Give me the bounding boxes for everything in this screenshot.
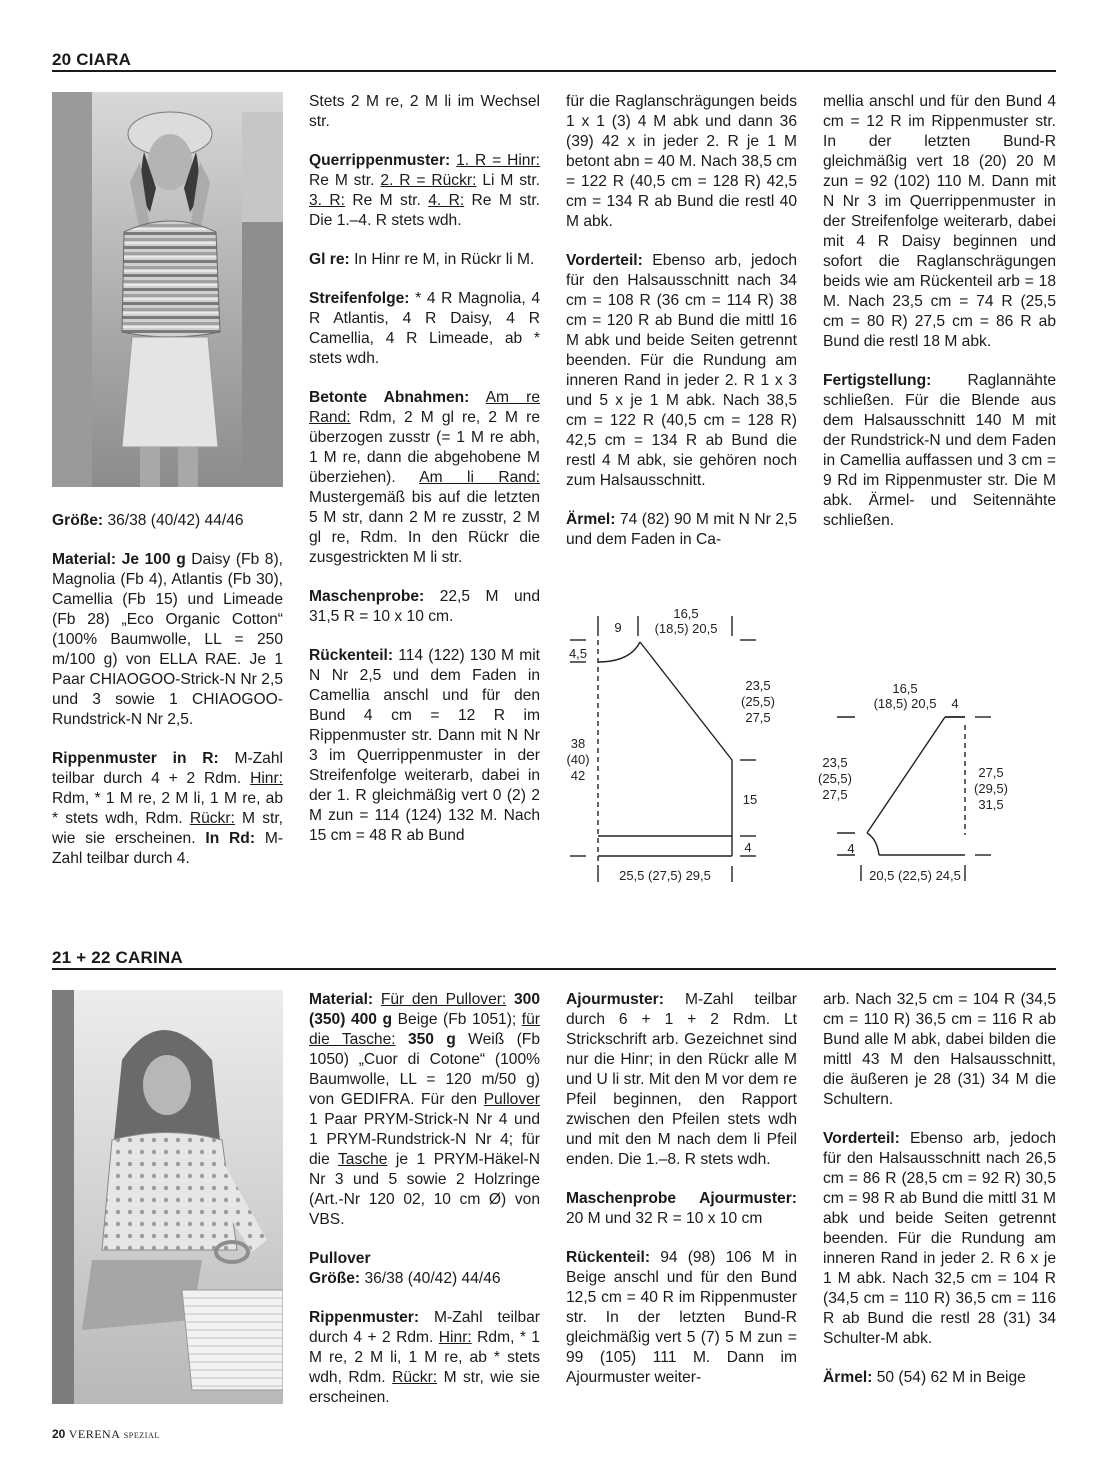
paragraph: Gl re: In Hinr re M, in Rückr li M.: [309, 251, 535, 268]
paragraph: Maschenprobe Ajourmuster: 20 M und 32 R = 10 x 10 cm: [566, 1190, 797, 1227]
paragraph: Rückenteil: 94 (98) 106 M in Beige anschl und für den Bund 12,5 cm = 40 R im Rippenmuster str. In der letzten Bund-R gleichmäßig vert 5 (7) 5 M zun = 99 (105) 111 M. Dann im Ajourmuster weiter-: [566, 1249, 797, 1386]
paragraph: mellia anschl und für den Bund 4 cm = 12 R im Rippenmuster str. In der letzten Bund-R gleichmäßig vert 18 (20) 20 M zun = 92 (102) 110 M. Dann mit N Nr 3 im Querrippenmuster in der Streifenfolge weiterarb, dabei mit 4 R Daisy beginnen und sofort die Raglanschrägungen beids wie am Rückenteil arb = 18 M. Nach 23,5 cm = 74 R (25,5 cm = 80 R) 27,5 cm = 86 R ab Bund die restl 18 M abk.: [823, 93, 1056, 350]
paragraph: Querrippenmuster: 1. R = Hinr: Re M str. 2. R = Rückr: Li M str. 3. R: Re M str. 4. R: Re M str. Die 1.–4. R stets wdh.: [309, 152, 541, 229]
paragraph: Betonte Abnahmen: Am re Rand: Rdm, 2 M gl re, 2 M re überzogen zusstr (= 1 M re abh, 1 M re, dann die abgehobene M überziehen). Am li Rand: Mustergemäß bis auf die letzten 5 M str, dann 2 M re zusstr, 2 M gl re, Rdm. In den Rückr die zusgestrickten M li str.: [309, 389, 540, 566]
section-title-carina: 21 + 22 CARINA: [52, 948, 183, 967]
ciara-column-3: [566, 92, 797, 550]
paragraph: Rippenmuster in R: M-Zahl teilbar durch 4 + 2 Rdm. Hinr: Rdm, * 1 M re, 2 M li, 1 M re, ab * stets wdh, Rdm. Rückr: M str, wie sie erscheinen. In Rd: M-Zahl teilbar durch 4.: [52, 750, 284, 867]
magazine-sub: SPEZIAL: [123, 1431, 160, 1440]
paragraph: Ärmel: 74 (82) 90 M mit N Nr 2,5 und dem Faden in Ca-: [566, 511, 797, 548]
carina-column-3: [566, 990, 797, 1388]
ciara-column-2: [309, 92, 540, 846]
sleeve-left-3: 27,5: [822, 787, 848, 802]
sleeve-rib: 4: [847, 841, 855, 856]
paragraph: Material: Für den Pullover: 300 (350) 400 g Beige (Fb 1051); für die Tasche: 350 g Weiß (Fb 1050) „Cuor di Cotone“ (100% Baumwolle, LL = 120 m/50 g) von GEDIFRA. Für den Pullover 1 Paar PRYM-Strick-N Nr 4 und 1 PRYM-Rundstrick-N Nr 4; für die Tasche je 1 PRYM-Häkel-N Nr 3 und 5 sowie 2 Holzringe (Art.-Nr 120 02, 10 cm Ø) von VBS.: [309, 991, 540, 1228]
section-title-ciara: 20 CIARA: [52, 50, 132, 69]
page-footer: [52, 1427, 160, 1442]
paragraph: Ärmel: 50 (54) 62 M in Beige: [823, 1369, 1026, 1386]
dim-raglan-3: 27,5: [745, 710, 771, 725]
page-number: 20: [52, 1427, 66, 1441]
dim-neck-depth: 4,5: [568, 646, 588, 661]
paragraph: Rückenteil: 114 (122) 130 M mit N Nr 2,5 und dem Faden in Camellia anschl und für den Bund 4 cm = 12 R im Rippenmuster str. Dann mit N Nr 3 im Querrippenmuster in der Streifenfolge weiterarb, dabei in der 1. R gleichmäßig vert 0 (2) 2 M zun = 114 (124) 132 M. Nach 15 cm = 48 R ab Bund: [309, 647, 540, 844]
paragraph: Streifenfolge: * 4 R Magnolia, 4 R Atlantis, 4 R Daisy, 4 R Camellia, 4 R Limeade, ab * stets wdh.: [309, 290, 540, 367]
paragraph: Stets 2 M re, 2 M li im Wechsel str.: [309, 93, 540, 130]
sleeve-top-width-1: 16,5: [892, 681, 918, 696]
model-photo-ciara: [52, 92, 283, 487]
section-rule: [52, 70, 1056, 72]
paragraph: für die Raglanschrägungen beids 1 x 1 (3) 4 M abk und dann 36 (39) 42 x in jeder 2. R je 1 M betont abn = 40 M. Nach 38,5 cm = 122 R (40,5 cm = 128 R) 42,5 cm = 134 R ab Bund die restl 40 M abk.: [566, 93, 798, 230]
dim-height-3: 42: [570, 768, 586, 783]
sleeve-right-2: (29,5): [974, 781, 1008, 796]
sleeve-schematic-diagram: [815, 675, 1045, 890]
sleeve-top-4: 4: [951, 696, 959, 711]
paragraph: Rippenmuster: M-Zahl teilbar durch 4 + 2 Rdm. Hinr: Rdm, * 1 M re, 2 M li, 1 M re, ab * stets wdh, Rdm. Rückr: M str, wie sie erscheinen.: [309, 1309, 540, 1406]
model-photo-carina: [52, 990, 283, 1404]
ciara-column-1: [52, 511, 283, 869]
section-rule: [52, 968, 1056, 970]
dim-rib: 4: [744, 840, 752, 855]
sleeve-top-width-2: (18,5) 20,5: [873, 696, 937, 711]
dim-top-width-line2: (18,5) 20,5: [654, 621, 718, 636]
sleeve-left-1: 23,5: [822, 755, 848, 770]
dim-side: 15: [742, 792, 758, 807]
paragraph: arb. Nach 32,5 cm = 104 R (34,5 cm = 110 R) 36,5 cm = 116 R ab Bund alle M abk, dabei bilden die mittl 43 M den Halsausschnitt, die äußeren je 28 (31) 34 M die Schultern.: [823, 991, 1056, 1108]
sleeve-right-3: 31,5: [978, 797, 1004, 812]
sleeve-bottom-width: 20,5 (22,5) 24,5: [869, 868, 961, 883]
ciara-column-4: [823, 92, 1056, 531]
paragraph: Ajourmuster: M-Zahl teilbar durch 6 + 1 + 2 Rdm. Lt Strickschrift arb. Gezeichnet sind nur die Hinr; in den Rückr alle M und U li str. Mit den M vor dem re Pfeil beginnen, den Rapport zwischen den Pfeilen stets wdh und mit den M nach dem li Pfeil enden. Die 1.–8. R stets wdh.: [566, 991, 797, 1168]
dim-height-2: (40): [566, 752, 590, 767]
paragraph: Maschenprobe: 22,5 M und 31,5 R = 10 x 10 cm.: [309, 588, 540, 625]
magazine-brand: VERENA: [68, 1427, 121, 1441]
dim-raglan-1: 23,5: [745, 678, 771, 693]
paragraph: Fertigstellung: Raglannähte schließen. Für die Blende aus dem Halsausschnitt 140 M mit der Rundstrick-N und dem Faden in Camellia auffassen und 3 cm = 9 Rd im Rippenmuster str. Die M abk. Ärmel- und Seitennähte schließen.: [823, 372, 1056, 529]
body-schematic-diagram: [560, 600, 780, 890]
dim-bottom-width: 25,5 (27,5) 29,5: [619, 868, 711, 883]
paragraph: Größe: 36/38 (40/42) 44/46: [52, 512, 244, 529]
dim-top-9: 9: [614, 620, 622, 635]
paragraph: Vorderteil: Ebenso arb, jedoch für den Halsausschnitt nach 26,5 cm = 86 R (28,5 cm = 92 R) 30,5 cm = 98 R ab Bund die mittl 31 M abk und beide Seiten getrennt beenden. Für die Rundung am inneren Rand in jeder 2. R 6 x je 1 M abk. Nach 32,5 cm = 104 R (34,5 cm = 110 R) 36,5 cm = 116 R ab Bund die restl 28 (31) 34 Schulter-M abk.: [823, 1130, 1056, 1347]
sleeve-left-2: (25,5): [818, 771, 852, 786]
paragraph: Vorderteil: Ebenso arb, jedoch für den Halsausschnitt nach 34 cm = 108 R (36 cm = 114 R) 38 cm = 120 R ab Bund die mittl 16 M abk und beide Seiten getrennt beenden. Für die Rundung am inneren Rand in jeder 2. R 1 x 3 und 5 x je 1 M abk. Nach 38,5 cm = 122 R (40,5 cm = 128 R) 42,5 cm = 134 R ab Bund die restl 4 M abk, sie gehören noch zum Halsausschnitt.: [566, 252, 797, 489]
carina-column-4: [823, 990, 1056, 1388]
sleeve-right-1: 27,5: [978, 765, 1004, 780]
carina-column-2: [309, 990, 540, 1408]
paragraph: Pullover Größe: 36/38 (40/42) 44/46: [309, 1250, 501, 1287]
dim-raglan-2: (25,5): [741, 694, 775, 709]
dim-top-width-line1: 16,5: [673, 606, 699, 621]
paragraph: Material: Je 100 g Daisy (Fb 8), Magnolia (Fb 4), Atlantis (Fb 30), Camellia (Fb 15) und Limeade (Fb 28) „Eco Organic Cotton“ (100% Baumwolle, LL = 250 m/100 g) von ELLA RAE. Je 1 Paar CHIAOGOO-Strick-N Nr 2,5 und 3 sowie 1 CHIAOGOO-Rundstrick-N Nr 2,5.: [52, 551, 283, 728]
dim-height-1: 38: [570, 736, 586, 751]
